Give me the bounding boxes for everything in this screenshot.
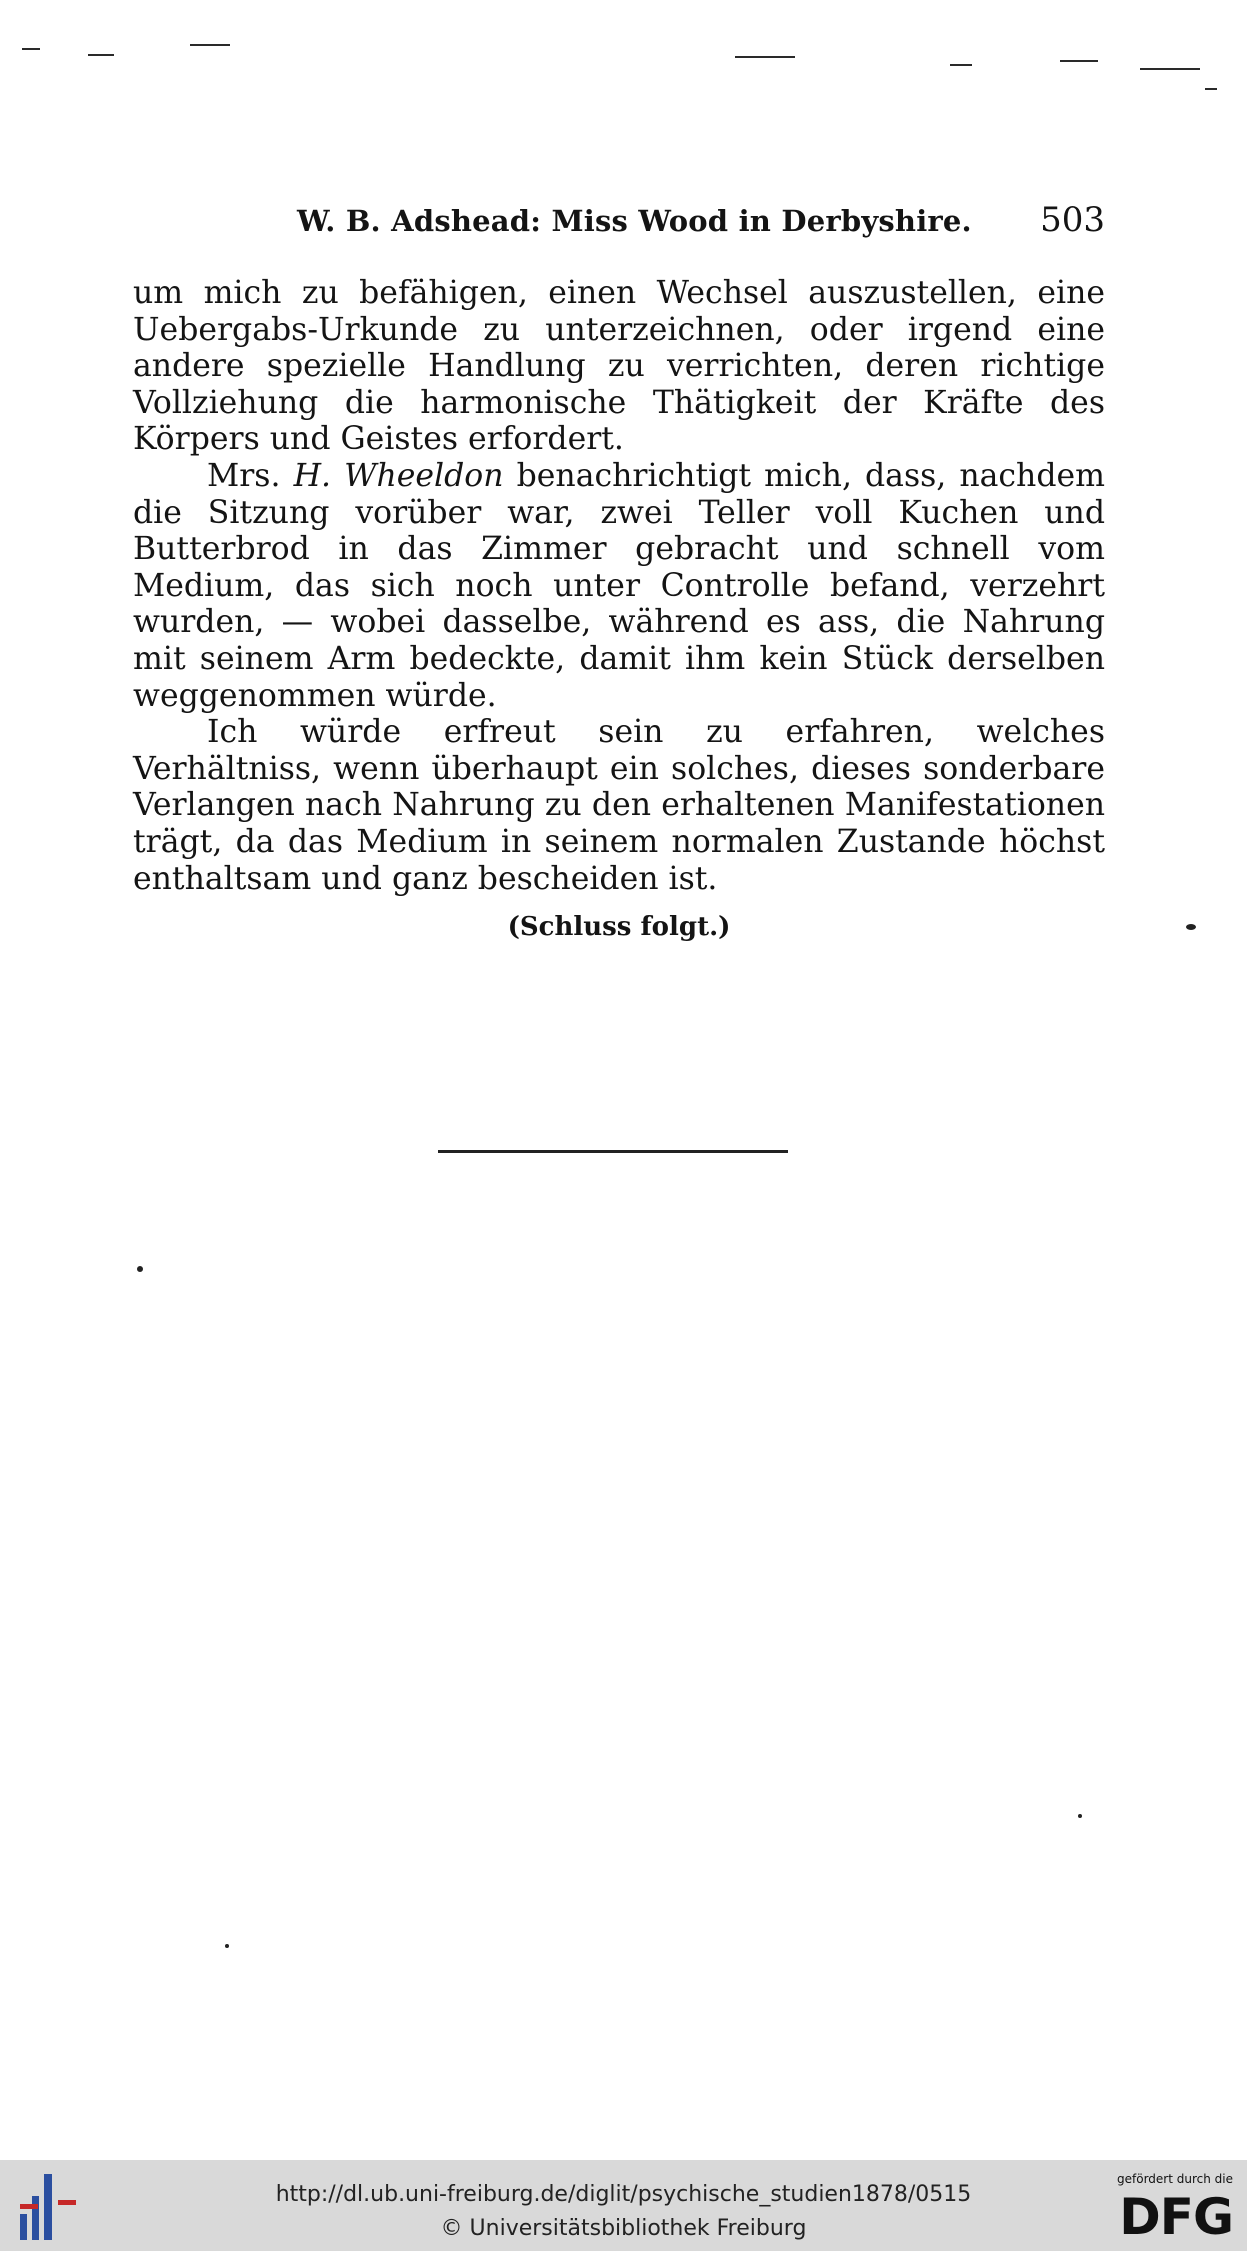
scan-artifact — [950, 64, 972, 66]
closing-note: (Schluss folgt.) — [507, 912, 731, 942]
scan-artifact — [88, 54, 114, 56]
paragraph-3: Ich würde erfreut sein zu erfahren, welches Verhältniss, wenn überhaupt ein solches, dieses sonderbare Verlangen nach Nahrung zu den erhaltenen Manifestationen trägt, da das Medium in seinem normalen Zustande höchst enthaltsam und ganz bescheiden ist. — [133, 714, 1105, 897]
scan-speck — [1186, 924, 1196, 930]
dfg-mark: DFG — [1119, 2188, 1233, 2246]
scan-artifact — [735, 56, 795, 58]
dfg-caption: gefördert durch die — [1117, 2172, 1233, 2186]
body-text — [133, 275, 1105, 897]
person-name: H. Wheeldon — [293, 457, 504, 494]
scan-artifact — [1205, 88, 1217, 90]
scan-speck — [137, 1266, 143, 1272]
copyright-notice: © Universitätsbibliothek Freiburg — [440, 2216, 807, 2241]
paragraph-2-rest: benachrichtigt mich, dass, nachdem die Sitzung vorüber war, zwei Teller voll Kuchen und Butterbrod in das Zimmer gebracht und schnell vom Medium, das sich noch unter Controlle befand, verzehrt wurden, — wobei dasselbe, während es ass, die Nahrung mit seinem Arm bedeckte, damit ihm kein Stück derselben weggenommen würde. — [133, 457, 1106, 714]
dfg-logo — [1103, 2172, 1233, 2244]
scan-artifact — [190, 44, 230, 46]
source-url[interactable]: http://dl.ub.uni-freiburg.de/diglit/psychische_studien1878/0515 — [275, 2182, 972, 2207]
section-divider — [438, 1150, 788, 1153]
scan-artifact — [22, 48, 40, 50]
scan-artifact — [1060, 60, 1098, 62]
page-header — [133, 200, 1105, 244]
scan-speck — [225, 1944, 229, 1948]
page-number: 503 — [1040, 200, 1105, 240]
paragraph-1: um mich zu befähigen, einen Wechsel auszustellen, eine Uebergabs-Urkunde zu unterzeichnen, oder irgend eine andere spezielle Handlung zu verrichten, deren richtige Vollziehung die harmonische Thätigkeit der Kräfte des Körpers und Geistes erfordert. — [133, 275, 1105, 458]
viewer-footer — [0, 2160, 1247, 2251]
running-head: W. B. Adshead: Miss Wood in Derbyshire. — [297, 204, 972, 238]
paragraph-2 — [133, 458, 1105, 714]
paragraph-2-start: Mrs. — [207, 457, 281, 494]
scan-artifact — [1140, 68, 1200, 70]
scan-speck — [1078, 1814, 1082, 1818]
